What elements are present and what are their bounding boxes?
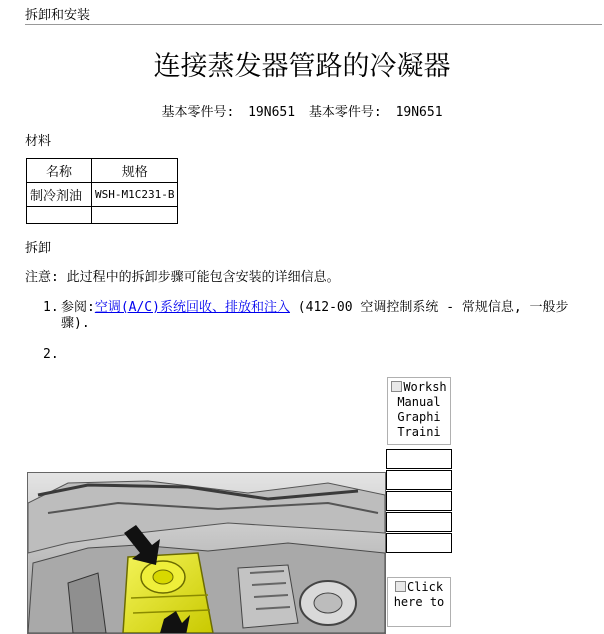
part-number-value: 19N651 xyxy=(395,105,443,120)
part-number-label: 基本零件号: xyxy=(161,105,235,120)
section-header: 拆卸和安装 xyxy=(25,8,91,23)
step-prefix: 参阅: xyxy=(61,300,95,315)
broken-image-icon xyxy=(391,381,402,392)
note-text: 注意: 此过程中的拆卸步骤可能包含安装的详细信息。 xyxy=(25,270,340,285)
workshop-graphic-thumbnail[interactable] xyxy=(387,377,451,445)
step-number: 1. xyxy=(43,300,59,315)
engine-bay-drawing xyxy=(28,473,385,633)
empty-cell xyxy=(92,207,178,224)
table-row xyxy=(27,207,178,224)
table-row xyxy=(27,183,178,207)
material-spec-cell: WSH-M1C231-B xyxy=(92,183,178,207)
broken-image-icon xyxy=(395,581,406,592)
material-name-cell: 制冷剂油 xyxy=(27,183,92,207)
step-2-number: 2. xyxy=(43,347,59,362)
table-header-row xyxy=(27,159,178,183)
ac-system-recovery-link[interactable]: 空调(A/C)系统回收、排放和注入 xyxy=(94,300,290,315)
part-number-label: 基本零件号: xyxy=(308,105,382,120)
empty-cell xyxy=(27,207,92,224)
materials-heading: 材料 xyxy=(25,134,52,149)
thumbnail-placeholder[interactable] xyxy=(386,491,452,511)
thumbnail-placeholder[interactable] xyxy=(386,533,452,553)
click-alt-text: Click here to xyxy=(393,580,445,609)
page-title: 连接蒸发器管路的冷凝器 xyxy=(153,51,451,82)
thumbnail-placeholder[interactable] xyxy=(386,512,452,532)
header-divider xyxy=(25,24,602,25)
thumbnail-placeholder[interactable] xyxy=(386,470,452,490)
thumbnail-placeholder-stack xyxy=(386,448,452,553)
part-numbers xyxy=(0,101,604,120)
removal-heading: 拆卸 xyxy=(25,241,52,256)
step-suffix: (412-00 空调控制系统 - 常规信息, 一般步骤). xyxy=(61,300,569,331)
column-header-name: 名称 xyxy=(27,159,92,183)
engine-bay-illustration xyxy=(27,472,386,634)
click-here-thumbnail[interactable] xyxy=(387,577,451,627)
materials-table xyxy=(26,158,178,224)
step-text xyxy=(61,300,581,332)
thumbnail-placeholder[interactable] xyxy=(386,449,452,469)
graphic-alt-text: Worksh Manual Graphi Traini xyxy=(397,380,447,439)
column-header-spec: 规格 xyxy=(92,159,178,183)
part-number-value: 19N651 xyxy=(248,105,296,120)
